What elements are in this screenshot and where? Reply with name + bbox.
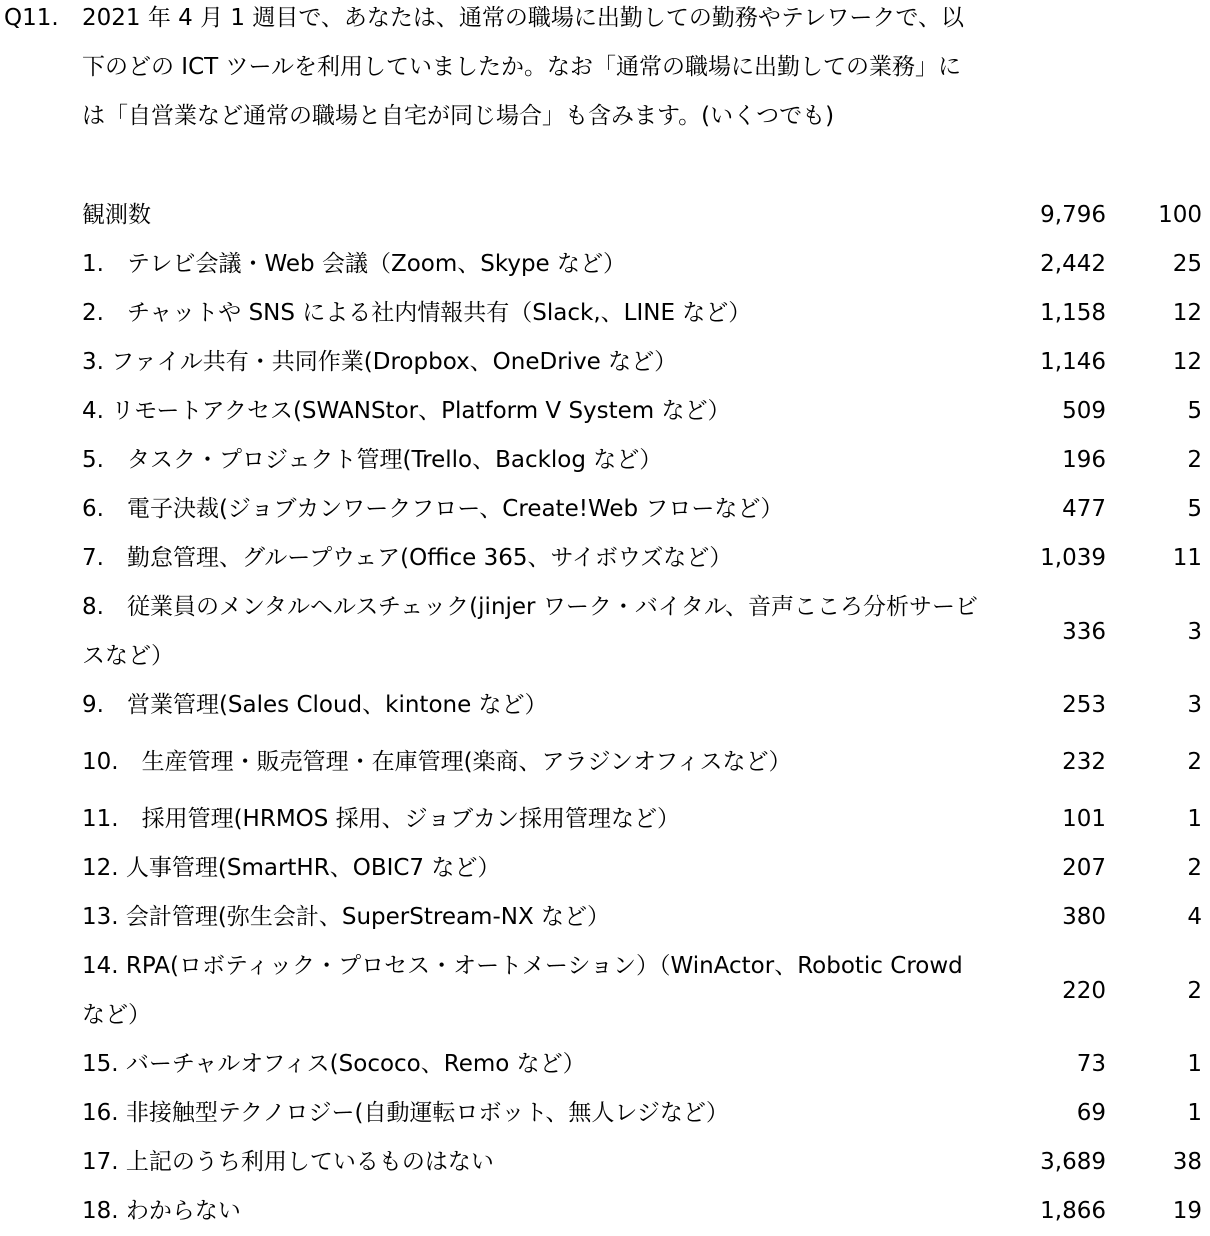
row-count: 380 <box>1062 904 1106 930</box>
row-label: 15. バーチャルオフィス(Sococo、Remo など） <box>82 1051 586 1077</box>
row-count: 101 <box>1062 806 1106 832</box>
row-count: 3,689 <box>1040 1149 1106 1175</box>
row-label: 4. リモートアクセス(SWANStor、Platform V System など） <box>82 398 731 424</box>
table-row <box>0 681 1210 730</box>
table-row <box>0 583 1210 681</box>
table-row <box>0 795 1210 844</box>
row-label: 観測数 <box>82 202 151 228</box>
row-percent: 5 <box>1187 398 1202 424</box>
row-percent: 4 <box>1187 904 1202 930</box>
table-row <box>0 942 1210 1040</box>
row-label: 6. 電子決裁(ジョブカンワークフロー、Create!Web フローなど） <box>82 496 784 522</box>
row-percent: 25 <box>1172 251 1202 277</box>
table-row <box>0 387 1210 436</box>
row-percent: 12 <box>1172 349 1202 375</box>
table-row <box>0 436 1210 485</box>
row-percent: 3 <box>1187 692 1202 718</box>
row-label: 10. 生産管理・販売管理・在庫管理(楽商、アラジンオフィスなど） <box>82 749 792 775</box>
question-text: 2021 年 4 月 1 週目で、あなたは、通常の職場に出勤しての勤務やテレワークで、以下のどの ICT ツールを利用していましたか。なお「通常の職場に出勤しての業務」には「自営業など通常の職場と自宅が同じ場合」も含みます。(いくつでも) <box>82 5 964 129</box>
table-row <box>0 893 1210 942</box>
row-label: 9. 営業管理(Sales Cloud、kintone など） <box>82 692 548 718</box>
row-count: 9,796 <box>1040 202 1106 228</box>
table-row <box>0 1138 1210 1187</box>
table-row <box>0 289 1210 338</box>
row-count: 2,442 <box>1040 251 1106 277</box>
row-count: 477 <box>1062 496 1106 522</box>
table-row <box>0 1187 1210 1236</box>
row-label: 14. RPA(ロボティック・プロセス・オートメーション）（WinActor、Robotic Crowd など） <box>82 953 963 1028</box>
row-percent: 11 <box>1172 545 1202 571</box>
row-percent: 2 <box>1187 749 1202 775</box>
row-label: 16. 非接触型テクノロジー(自動運転ロボット、無人レジなど） <box>82 1100 729 1126</box>
row-label: 17. 上記のうち利用しているものはない <box>82 1149 494 1175</box>
row-percent: 2 <box>1187 447 1202 473</box>
row-count: 196 <box>1062 447 1106 473</box>
table-row-observations <box>0 191 1210 240</box>
table-row <box>0 534 1210 583</box>
row-percent: 2 <box>1187 977 1202 1004</box>
row-label: 11. 採用管理(HRMOS 採用、ジョブカン採用管理など） <box>82 806 680 832</box>
row-percent: 5 <box>1187 496 1202 522</box>
row-percent: 1 <box>1187 806 1202 832</box>
results-table <box>0 191 1210 1236</box>
row-count: 207 <box>1062 855 1106 881</box>
row-label: 13. 会計管理(弥生会計、SuperStream-NX など） <box>82 904 611 930</box>
row-label: 2. チャットや SNS による社内情報共有（Slack,、LINE など） <box>82 300 752 326</box>
row-count: 1,866 <box>1040 1198 1106 1224</box>
table-row <box>0 738 1210 787</box>
row-count: 1,039 <box>1040 545 1106 571</box>
row-label: 7. 勤怠管理、グループウェア(Office 365、サイボウズなど） <box>82 545 733 571</box>
row-label: 3. ファイル共有・共同作業(Dropbox、OneDrive など） <box>82 349 678 375</box>
table-row <box>0 338 1210 387</box>
row-count: 232 <box>1062 749 1106 775</box>
row-count: 1,146 <box>1040 349 1106 375</box>
row-count: 336 <box>1062 618 1106 645</box>
table-row <box>0 485 1210 534</box>
table-row <box>0 1040 1210 1089</box>
row-count: 509 <box>1062 398 1106 424</box>
row-percent: 2 <box>1187 855 1202 881</box>
row-count: 1,158 <box>1040 300 1106 326</box>
row-label: 8. 従業員のメンタルヘルスチェック(jinjer ワーク・バイタル、音声こころ分析サービスなど） <box>82 594 978 669</box>
row-count: 253 <box>1062 692 1106 718</box>
row-percent: 100 <box>1158 202 1202 228</box>
table-row <box>0 844 1210 893</box>
row-count: 69 <box>1076 1100 1106 1126</box>
table-row <box>0 240 1210 289</box>
question-number: Q11. <box>4 5 59 31</box>
row-percent: 19 <box>1172 1198 1202 1224</box>
row-percent: 1 <box>1187 1051 1202 1077</box>
row-label: 12. 人事管理(SmartHR、OBIC7 など） <box>82 855 501 881</box>
row-count: 73 <box>1076 1051 1106 1077</box>
table-row <box>0 1089 1210 1138</box>
row-percent: 1 <box>1187 1100 1202 1126</box>
row-count: 220 <box>1062 977 1106 1004</box>
row-label: 5. タスク・プロジェクト管理(Trello、Backlog など） <box>82 447 663 473</box>
row-label: 1. テレビ会議・Web 会議（Zoom、Skype など） <box>82 251 627 277</box>
row-percent: 3 <box>1187 618 1202 645</box>
row-percent: 38 <box>1172 1149 1202 1175</box>
row-label: 18. わからない <box>82 1198 241 1224</box>
row-percent: 12 <box>1172 300 1202 326</box>
